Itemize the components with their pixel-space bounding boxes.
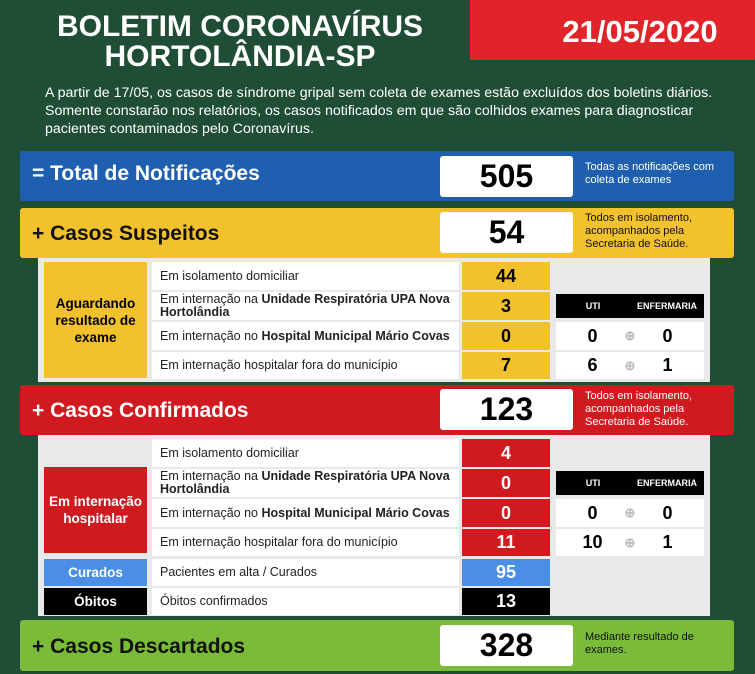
confirmados-value: 123 bbox=[440, 389, 573, 430]
confirmados-enf-header: ENFERMARIA bbox=[637, 478, 697, 488]
date: 21/05/2020 bbox=[562, 14, 718, 49]
confirmados-value-fora: 11 bbox=[462, 529, 550, 556]
descartados-note: Mediante resultado de exames. bbox=[585, 631, 694, 656]
plus-icon: ⊕ bbox=[624, 534, 636, 550]
suspeitos-fora-split bbox=[556, 352, 704, 379]
suspeitos-uti-header: UTI bbox=[585, 301, 601, 311]
suspeitos-value-isolamento: 44 bbox=[462, 262, 550, 290]
suspeitos-row-upa: Em internação na Unidade Respiratória UPA Nova Hortolândia bbox=[152, 292, 459, 320]
confirmados-uti-header: UTI bbox=[585, 478, 601, 488]
descartados-label: + Casos Descartados bbox=[32, 635, 246, 658]
confirmados-uti-enf-header bbox=[556, 471, 704, 495]
suspeitos-value: 54 bbox=[440, 212, 573, 253]
plus-icon: ⊕ bbox=[624, 328, 636, 343]
suspeitos-enf-header: ENFERMARIA bbox=[637, 301, 697, 311]
curados-side-label: Curados bbox=[44, 559, 147, 586]
curados-row: Pacientes em alta / Curados bbox=[152, 559, 459, 586]
total-label: = Total de Notificações bbox=[32, 162, 260, 185]
total-value: 505 bbox=[440, 156, 573, 197]
suspeitos-label: + Casos Suspeitos bbox=[32, 222, 220, 245]
obitos-value: 13 bbox=[462, 588, 550, 615]
suspeitos-note: Todos em isolamento, acompanhados pela Secretaria de Saúde. bbox=[585, 212, 692, 250]
suspeitos-row-hmmc: Em internação no Hospital Municipal Mário Covas bbox=[152, 322, 459, 350]
suspeitos-hmmc-enf: 0 bbox=[662, 325, 673, 346]
suspeitos-row-isolamento: Em isolamento domiciliar bbox=[152, 262, 459, 290]
suspeitos-row-fora: Em internação hospitalar fora do município bbox=[152, 352, 459, 379]
confirmados-note: Todos em isolamento, acompanhados pela Secretaria de Saúde. bbox=[585, 390, 692, 428]
confirmados-fora-uti: 10 bbox=[582, 532, 603, 552]
plus-icon: ⊕ bbox=[624, 505, 636, 520]
suspeitos-value-upa: 3 bbox=[462, 292, 550, 320]
plus-icon: ⊕ bbox=[624, 357, 636, 373]
title-line-1: BOLETIM CORONAVÍRUS bbox=[56, 10, 424, 43]
confirmados-side-label: Em internação hospitalar bbox=[44, 467, 147, 553]
suspeitos-hmmc-uti: 0 bbox=[587, 325, 598, 346]
confirmados-fora-split bbox=[556, 529, 704, 556]
suspeitos-fora-enf: 1 bbox=[662, 355, 673, 375]
intro-text: A partir de 17/05, os casos de síndrome gripal sem coleta de exames estão excluídos dos boletins diários. Somente constarão nos relatórios, os casos notificados em que são colhidos exames para diagnosticar pacientes contaminados pelo Coronavírus. bbox=[45, 85, 713, 137]
suspeitos-side-label: Aguardando resultado de exame bbox=[44, 262, 147, 378]
title-line-2: HORTOLÂNDIA-SP bbox=[104, 40, 376, 73]
confirmados-fora-enf: 1 bbox=[662, 532, 673, 552]
confirmados-hmmc-enf: 0 bbox=[662, 502, 673, 523]
descartados-value: 328 bbox=[440, 625, 573, 666]
confirmados-row-fora: Em internação hospitalar fora do município bbox=[152, 529, 459, 556]
curados-value: 95 bbox=[462, 559, 550, 586]
suspeitos-value-fora: 7 bbox=[462, 352, 550, 379]
confirmados-label: + Casos Confirmados bbox=[32, 399, 249, 422]
confirmados-row-hmmc: Em internação no Hospital Municipal Mário Covas bbox=[152, 499, 459, 527]
confirmados-hmmc-split bbox=[556, 499, 704, 527]
suspeitos-uti-enf-header bbox=[556, 294, 704, 318]
confirmados-value-upa: 0 bbox=[462, 469, 550, 497]
total-note: Todas as notificações com coleta de exames bbox=[585, 161, 715, 186]
obitos-side-label: Óbitos bbox=[44, 588, 147, 615]
obitos-row: Óbitos confirmados bbox=[152, 588, 459, 615]
confirmados-row-upa: Em internação na Unidade Respiratória UPA Nova Hortolândia bbox=[152, 469, 459, 497]
confirmados-value-hmmc: 0 bbox=[462, 499, 550, 527]
confirmados-row-isolamento: Em isolamento domiciliar bbox=[152, 439, 459, 467]
suspeitos-fora-uti: 6 bbox=[587, 355, 598, 375]
confirmados-hmmc-uti: 0 bbox=[587, 502, 598, 523]
suspeitos-hmmc-split bbox=[556, 322, 704, 350]
suspeitos-value-hmmc: 0 bbox=[462, 322, 550, 350]
confirmados-value-isolamento: 4 bbox=[462, 439, 550, 467]
